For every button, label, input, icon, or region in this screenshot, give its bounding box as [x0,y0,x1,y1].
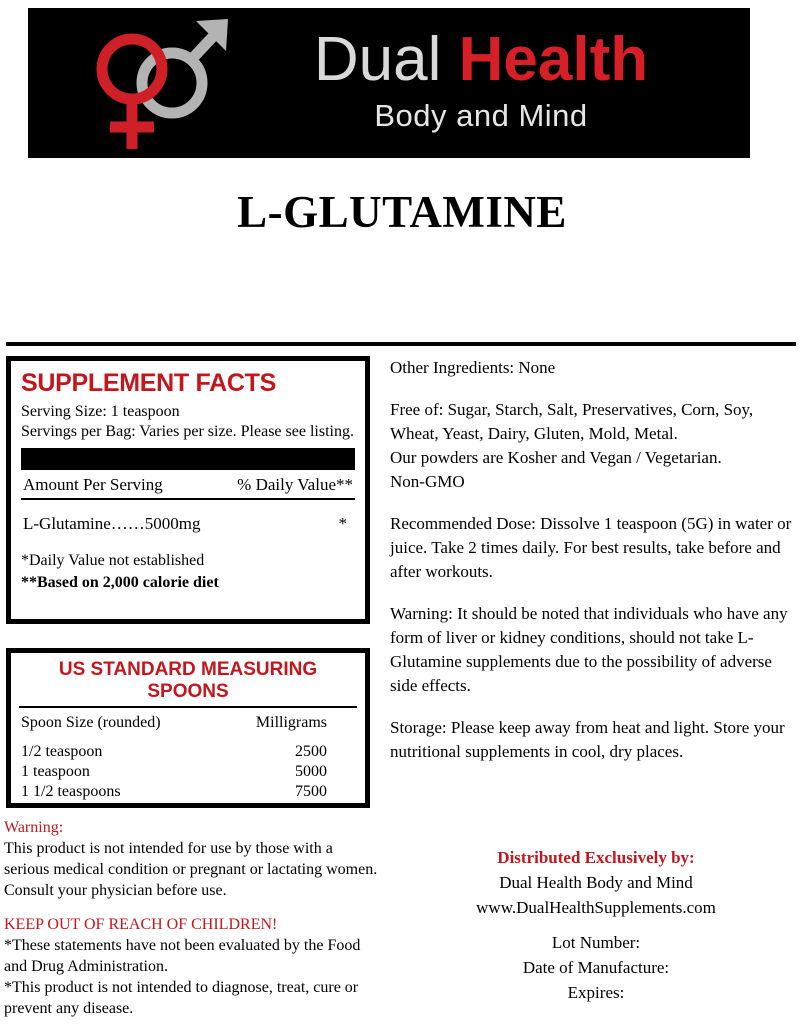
male-female-gender-symbol-icon [80,13,230,153]
free-of-block [390,398,802,494]
brand-banner [28,8,750,158]
free-of-line-4: Non-GMO [390,472,465,491]
table-row [11,742,365,762]
facts-column-headers [21,470,355,500]
distributor-name: Dual Health Body and Mind [499,873,693,892]
table-row [11,782,365,802]
brand-title-health: Health [458,25,649,94]
spoon-size-header: Spoon Size (rounded) [21,714,161,731]
distribution-block [390,845,802,920]
spoon-mg-value: 5000 [295,763,327,780]
facts-footnotes [21,536,355,594]
spoon-size-value: 1 teaspoon [21,763,90,780]
spoons-header-row [11,708,365,742]
spoon-mg-value: 2500 [295,743,327,760]
lot-info-block [390,930,802,1005]
measuring-spoons-heading: US STANDARD MEASURING SPOONS [19,659,357,708]
warning-body: This product is not intended for use by those with a serious medical condition or pregnant or lactating women. Consult your physician before use. [4,840,378,899]
ingredient-daily-value: * [338,514,347,533]
supplement-facts-panel [6,356,370,624]
amount-per-serving-header: Amount Per Serving [23,475,163,494]
expires-label: Expires: [567,983,625,1002]
right-info-column [390,356,802,764]
serving-size: Serving Size: 1 teaspoon [21,403,180,420]
distributed-by-label: Distributed Exclusively by: [497,848,695,867]
free-of-line-3: Our powders are Kosher and Vegan / Vegetarian. [390,448,722,467]
storage-info: Storage: Please keep away from heat and light. Store your nutritional supplements in cool, dry places. [390,718,785,761]
measuring-spoons-table [11,708,365,802]
page-title: L-GLUTAMINE [237,187,567,237]
spoon-mg-value: 7500 [295,783,327,800]
table-row [21,500,355,536]
right-warning: Warning: It should be noted that individuals who have any form of liver or kidney conditions, should not take L-Glutamine supplements due to the possibility of adverse side effects. [390,604,788,695]
brand-title-dual: Dual [313,25,459,94]
divider-rule [6,342,796,346]
fda-disclaimer: *These statements have not been evaluated by the Food and Drug Administration. [4,937,361,975]
keep-out-of-reach-label: KEEP OUT OF REACH OF CHILDREN! [4,916,278,933]
table-row [11,762,365,782]
warning-label: Warning: [4,819,64,836]
lot-number-label: Lot Number: [551,933,641,952]
servings-per-bag: Servings per Bag: Varies per size. Please see listing. [21,423,354,440]
footnote-calorie-diet: **Based on 2,000 calorie diet [21,574,219,591]
free-of-line-2: Wheat, Yeast, Dairy, Gluten, Mold, Metal. [390,424,678,443]
daily-value-header: % Daily Value** [237,475,353,494]
left-warnings-block [4,818,380,1019]
date-of-manufacture-label: Date of Manufacture: [522,958,670,977]
footnote-daily-value: *Daily Value not established [21,552,205,569]
milligrams-header: Milligrams [255,714,327,731]
other-ingredients: Other Ingredients: None [390,358,556,377]
spoon-size-value: 1/2 teaspoon [21,743,103,760]
spoon-size-value: 1 1/2 teaspoons [21,783,121,800]
disease-disclaimer: *This product is not intended to diagnose, treat, cure or prevent any disease. [4,979,359,1017]
ingredient-name: L-Glutamine……5000mg [23,514,201,533]
free-of-line-1: Free of: Sugar, Starch, Salt, Preservatives, Corn, Soy, [390,400,754,419]
brand-subtitle: Body and Mind [374,98,588,133]
distributor-website: www.DualHealthSupplements.com [476,898,716,917]
facts-black-bar [21,448,355,470]
measuring-spoons-panel [6,648,370,808]
recommended-dose: Recommended Dose: Dissolve 1 teaspoon (5G) in water or juice. Take 2 times daily. For best results, take before and after workouts. [390,514,792,581]
supplement-facts-heading: SUPPLEMENT FACTS [21,369,276,397]
brand-wordmark [230,25,750,134]
brand-title [313,25,649,94]
